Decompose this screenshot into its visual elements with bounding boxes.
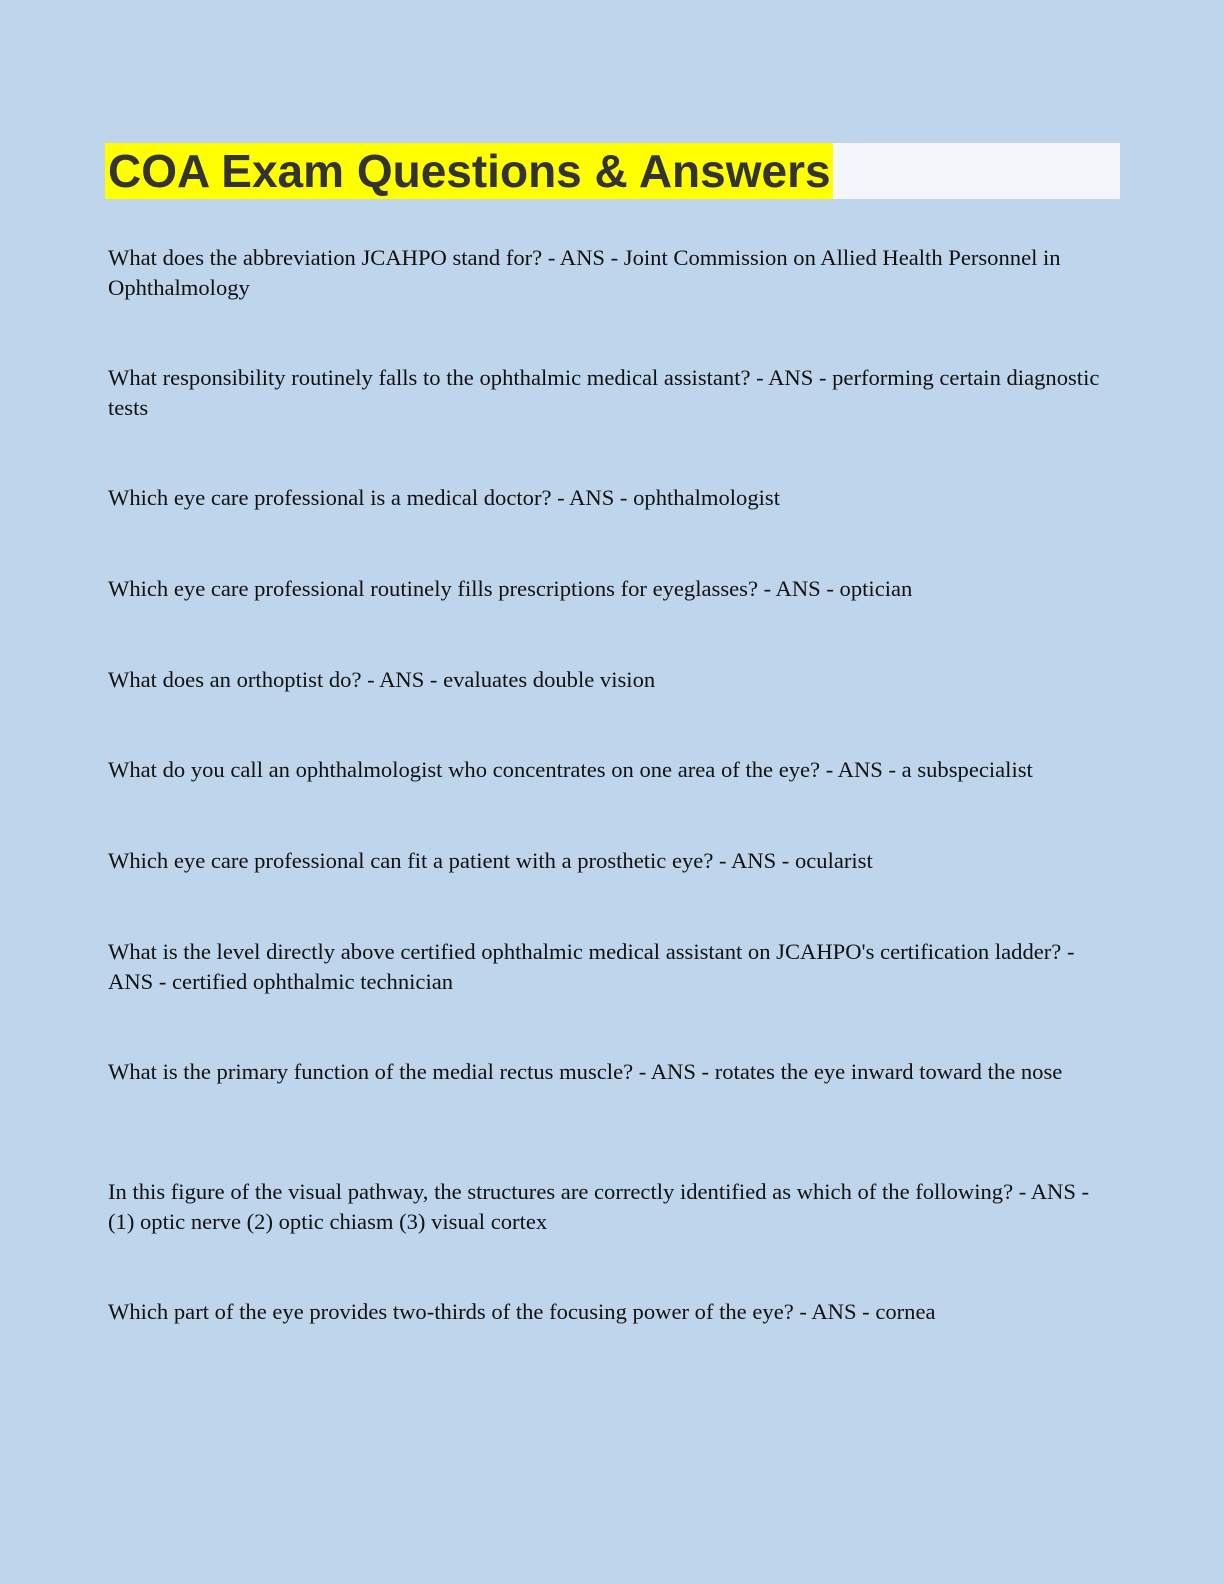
qa-item-8: What is the level directly above certified ophthalmic medical assistant on JCAHPO's certification ladder? - ANS - certified ophthalmic technician [108, 939, 1075, 994]
qa-item-3: Which eye care professional is a medical doctor? - ANS - ophthalmologist [108, 485, 780, 510]
qa-item-6: What do you call an ophthalmologist who concentrates on one area of the eye? - ANS - a subspecialist [108, 757, 1033, 782]
title-bar [105, 143, 1120, 199]
qa-item-7: Which eye care professional can fit a patient with a prosthetic eye? - ANS - ocularist [108, 848, 873, 873]
page-title: COA Exam Questions & Answers [105, 143, 833, 199]
qa-item-11: Which part of the eye provides two-thirds of the focusing power of the eye? - ANS - cornea [108, 1299, 936, 1324]
qa-item-9: What is the primary function of the medial rectus muscle? - ANS - rotates the eye inward toward the nose [108, 1059, 1063, 1084]
qa-item-5: What does an orthoptist do? - ANS - evaluates double vision [108, 667, 656, 692]
qa-item-4: Which eye care professional routinely fills prescriptions for eyeglasses? - ANS - optician [108, 576, 913, 601]
qa-item-1: What does the abbreviation JCAHPO stand for? - ANS - Joint Commission on Allied Health Personnel in Ophthalmology [108, 245, 1061, 300]
qa-item-2: What responsibility routinely falls to the ophthalmic medical assistant? - ANS - performing certain diagnostic tests [108, 365, 1100, 420]
qa-item-10: In this figure of the visual pathway, the structures are correctly identified as which of the following? - ANS - (1) optic nerve (2) optic chiasm (3) visual cortex [108, 1179, 1090, 1234]
